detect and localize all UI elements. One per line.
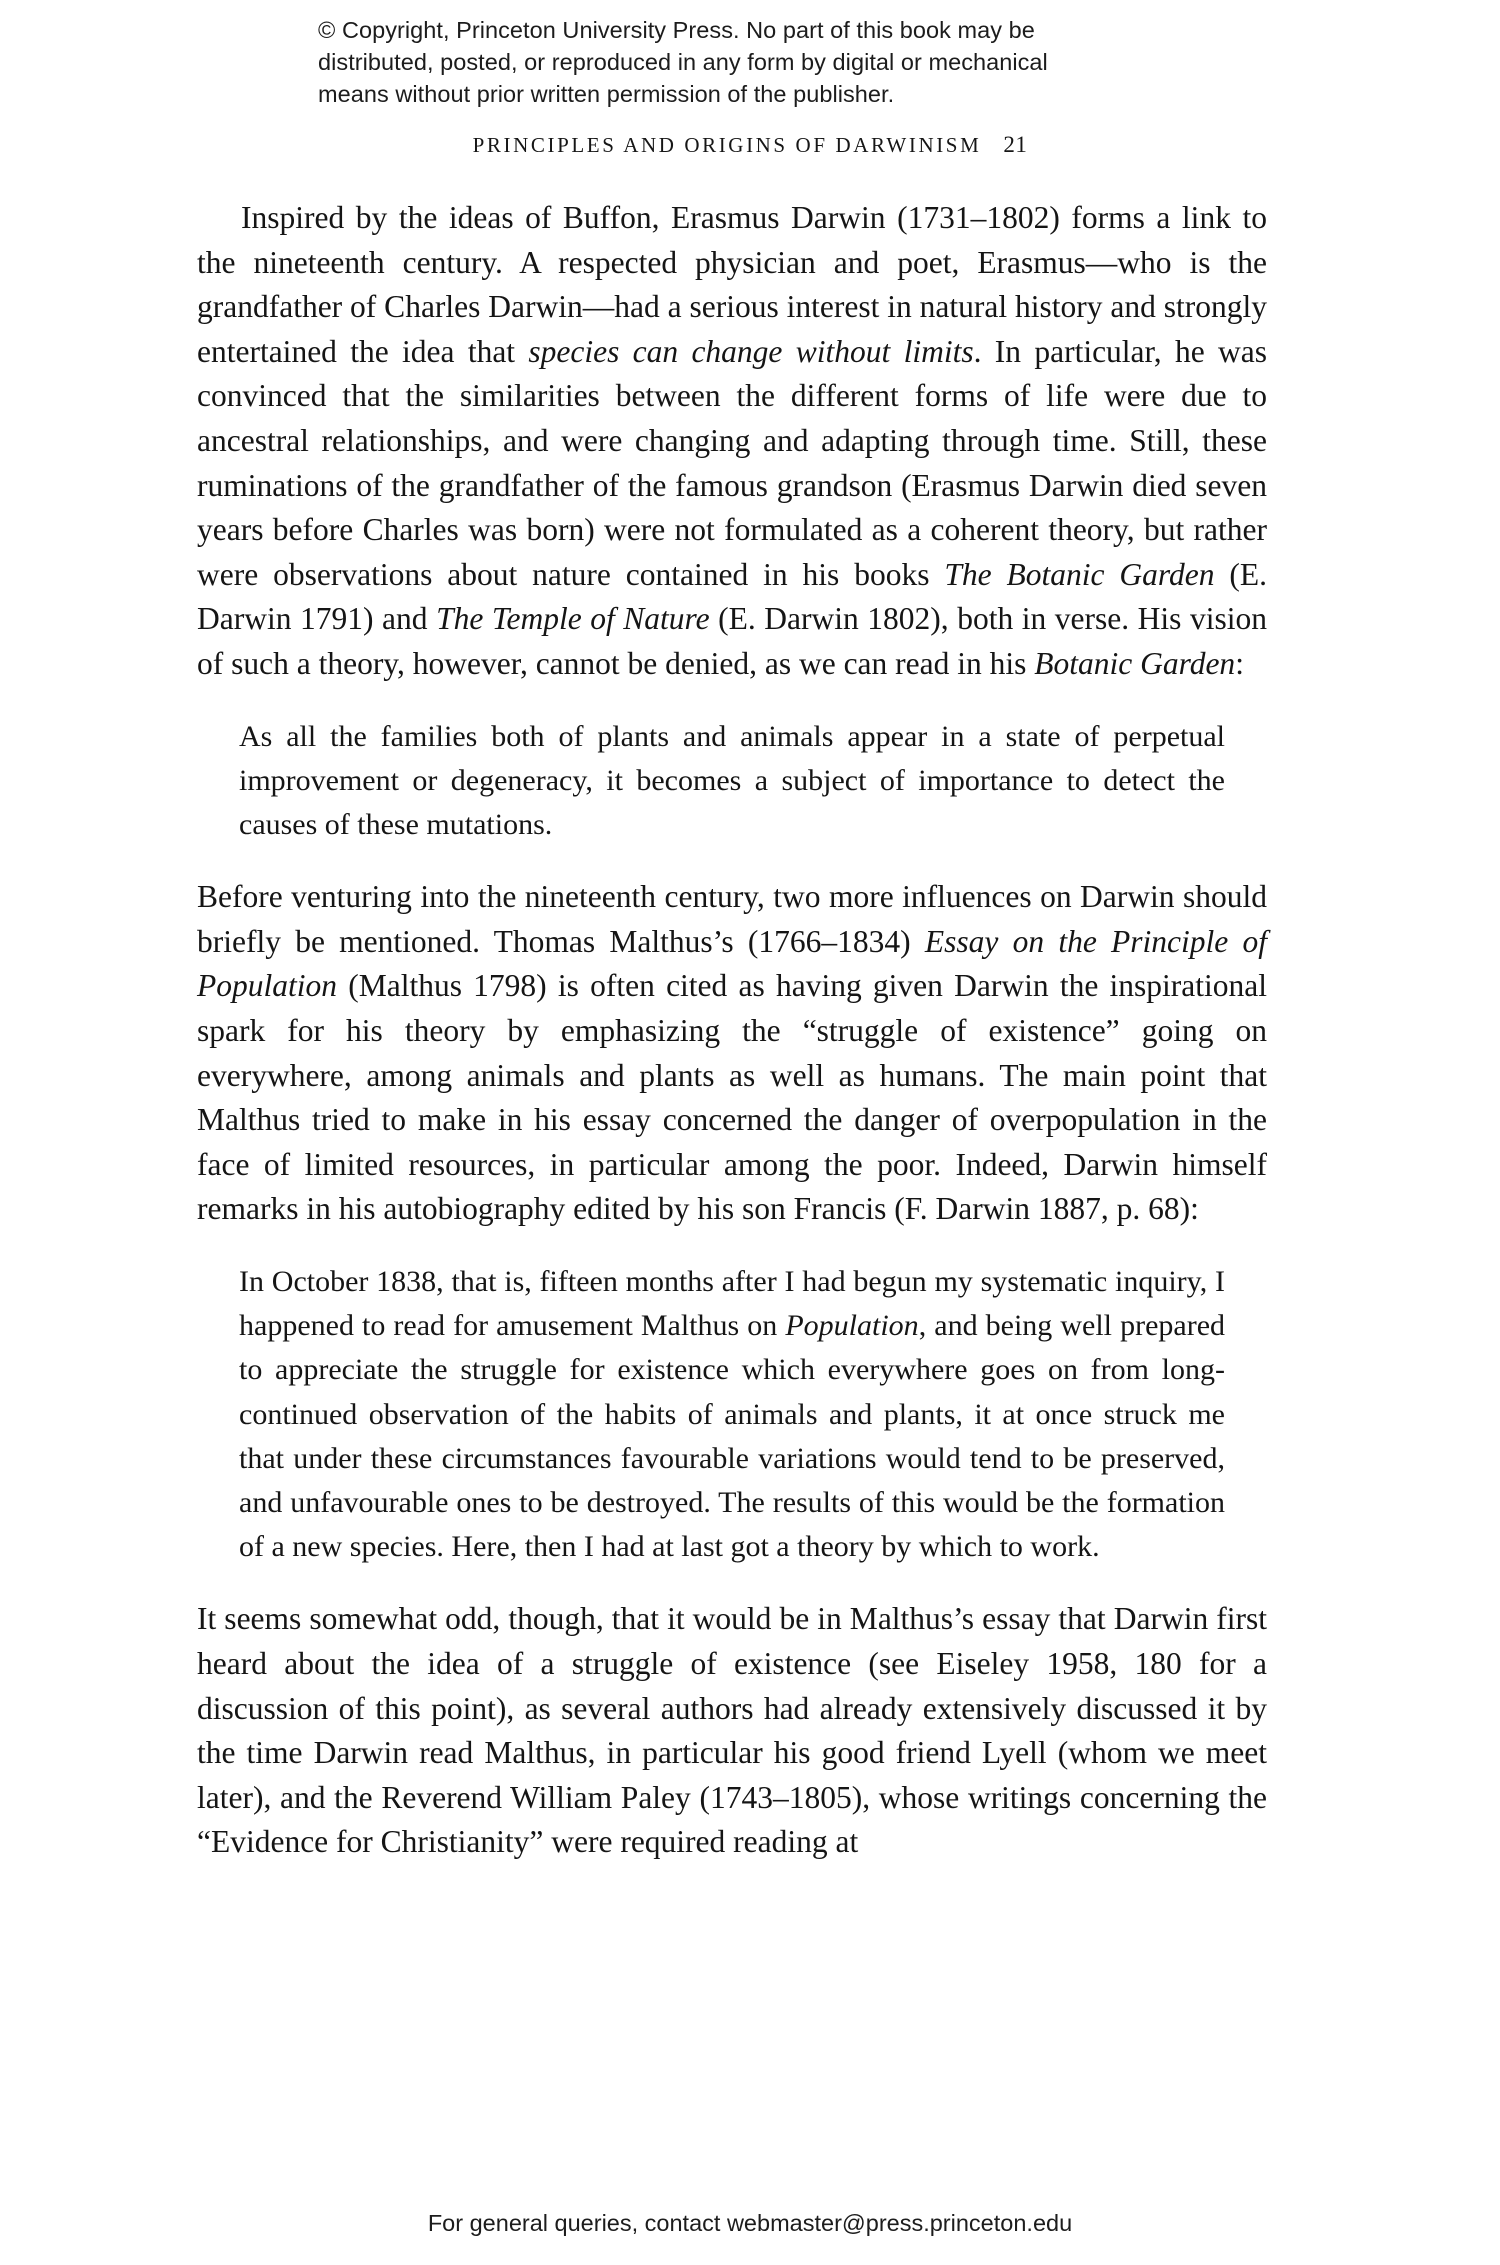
copyright-line-3: means without prior written permission of the publisher.: [318, 81, 895, 108]
italic-essay-principle-population: Essay on the Principle of Population: [197, 923, 1267, 1004]
running-head-title: PRINCIPLES AND ORIGINS OF DARWINISM: [472, 133, 982, 157]
page-content: [197, 196, 1267, 1865]
text-run: (Malthus 1798) is often cited as having given Darwin the inspirational spark for his theory by emphasizing the “struggle of existence” going on everywhere, among animals and plants as well as humans. The main point that Malthus tried to make in his essay concerned the danger of overpopulation in the face of limited resources, in particular among the poor. Indeed, Darwin himself remarks in his autobiography edited by his son Francis (F. Darwin 1887, p. 68):: [197, 968, 1267, 1227]
text-run: (E. Darwin 1802), both in verse. His vision of such a theory, however, cannot be denied, as we can read in his: [197, 601, 1267, 681]
paragraph-erasmus-darwin: [197, 196, 1267, 687]
page-number: 21: [1003, 132, 1028, 157]
text-run: In October 1838, that is, fifteen months after I had begun my systematic inquiry, I happened to read for amusement Malthus on: [239, 1264, 1225, 1343]
text-run: Inspired by the ideas of Buffon, Erasmus Darwin (1731–1802) forms a link to the nineteenth century. A respected physician and poet, Erasmus—who is the grandfather of Charles Darwin—had a serious interest in natural history and strongly entertained the idea that: [197, 200, 1267, 369]
text-run: , and being well prepared to appreciate the struggle for existence which everywhere goes on from long-continued observation of the habits of animals and plants, it at once struck me that under these circumstances favourable variations would tend to be preserved, and unfavourable ones to be destroyed. The results of this would be the formation of a new species. Here, then I had at last got a theory by which to work.: [239, 1309, 1226, 1564]
blockquote-darwin-autobiography: [197, 1260, 1225, 1569]
copyright-line-2: distributed, posted, or reproduced in any form by digital or mechanical: [318, 49, 1048, 76]
paragraph-malthus: [197, 875, 1267, 1232]
text-run: Before venturing into the nineteenth century, two more influences on Darwin should briefly be mentioned. Thomas Malthus’s (1766–1834): [197, 879, 1267, 959]
text-run: . In particular, he was convinced that the similarities between the different forms of life were due to ancestral relationships, and were changing and adapting through time. Still, these ruminations of the grandfather of the famous grandson (Erasmus Darwin died seven years before Charles was born) were not formulated as a coherent theory, but rather were observations about nature contained in his books: [197, 333, 1267, 592]
blockquote-botanic-garden: [197, 715, 1225, 848]
blockquote-text: [239, 1260, 1225, 1569]
italic-population: Population: [785, 1309, 919, 1343]
italic-species-can-change: species can change without limits: [528, 333, 974, 369]
blockquote-text: As all the families both of plants and animals appear in a state of perpetual improvement or degeneracy, it becomes a subject of importance to detect the causes of these mutations.: [239, 719, 1225, 841]
copyright-line-1: © Copyright, Princeton University Press. No part of this book may be: [318, 17, 1035, 43]
text-run: :: [1235, 645, 1244, 681]
running-head: [0, 132, 1500, 158]
paragraph-eiseley-paley: It seems somewhat odd, though, that it would be in Malthus’s essay that Darwin first heard about the idea of a struggle of existence (see Eiseley 1958, 180 for a discussion of this point), as several authors had already extensively discussed it by the time Darwin read Malthus, in particular his good friend Lyell (whom we meet later), and the Reverend William Paley (1743–1805), whose writings concerning the “Evidence for Christianity” were required reading at: [197, 1601, 1267, 1860]
footer-queries: For general queries, contact webmaster@press.princeton.edu: [427, 2210, 1073, 2236]
italic-botanic-garden-title: The Botanic Garden: [944, 556, 1215, 592]
copyright-notice: [318, 14, 1178, 111]
italic-botanic-garden-ref: Botanic Garden: [1034, 645, 1236, 681]
italic-temple-of-nature-title: The Temple of Nature: [436, 601, 710, 637]
text-run: (E. Darwin 1791) and: [197, 556, 1268, 637]
